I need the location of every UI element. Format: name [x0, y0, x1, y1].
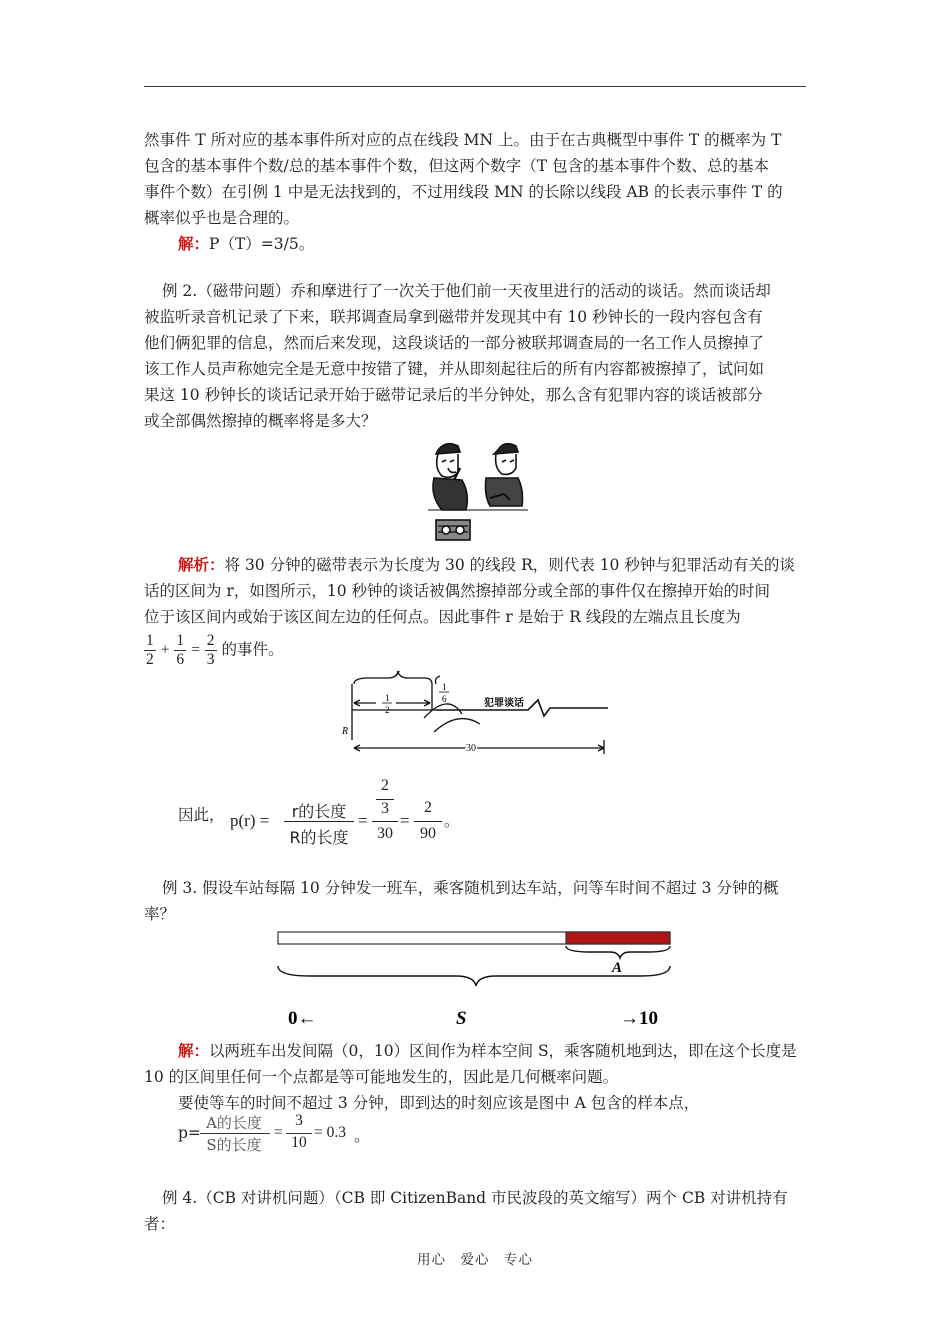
- inner-num: 2: [381, 777, 389, 794]
- numerator: 1: [176, 632, 185, 649]
- period: 。: [354, 1127, 370, 1145]
- tape-diagram: [338, 670, 618, 765]
- therefore-label: 因此，: [178, 806, 225, 824]
- text-line: 率？: [144, 905, 176, 923]
- denominator: 6: [176, 651, 185, 668]
- text-line: 例 2.（磁带问题）乔和摩进行了一次关于他们前一天夜里进行的活动的谈话。然而谈话却: [162, 282, 771, 300]
- period: 。: [444, 812, 460, 830]
- numerator: 2: [206, 632, 215, 649]
- text-line: 他们俩犯罪的信息，然而后来发现，这段谈话的一部分被联邦调查局的一名工作人员擦掉了: [144, 334, 765, 352]
- result-den: 90: [420, 825, 436, 842]
- analysis-line-1: [144, 552, 808, 578]
- r-length: r的长度: [291, 802, 347, 821]
- half-den: 2: [385, 705, 390, 715]
- solution-1: [144, 231, 808, 257]
- example-2: [144, 278, 808, 434]
- text-line: 概率似乎也是合理的。: [144, 209, 300, 227]
- solution-3: [144, 1038, 808, 1116]
- text-line: 然事件 T 所对应的基本事件所对应的点在线段 MN 上。由于在古典概型中事件 T 的概率为 T: [144, 131, 782, 149]
- numerator: 1: [146, 632, 154, 649]
- denominator: 2: [146, 651, 154, 668]
- sixth-num: 1: [442, 682, 447, 692]
- ten-arrow-label: →10: [620, 1008, 658, 1029]
- solution-label: 解：: [178, 1041, 210, 1060]
- fraction-half: [144, 632, 156, 669]
- text-line: 以两班车出发间隔（0，10）区间作为样本空间 S，乘客随机地到达，即在这个长度是: [209, 1042, 797, 1060]
- interrogation-illustration: [428, 438, 528, 548]
- text-line: 话的区间为 r，如图所示，10 秒钟的谈话被偶然擦掉部分或全部的事件仅在擦掉开始的时间: [144, 582, 770, 600]
- result-bar: [414, 821, 442, 822]
- A-length: A的长度: [206, 1114, 262, 1132]
- fraction-two-thirds: [205, 632, 217, 669]
- example-3: [144, 875, 808, 927]
- equals-sign: =: [400, 811, 410, 830]
- crime-talk-label: 犯罪谈话: [484, 698, 524, 709]
- outer-bar: [372, 821, 398, 822]
- text-line: 10 的区间里任何一个点都是等可能地发生的，因此是几何概率问题。: [144, 1068, 619, 1086]
- text-line: 或全部偶然擦掉的概率将是多大？: [144, 412, 377, 430]
- bus-interval-diagram: [270, 926, 690, 1032]
- S-label: S: [456, 1008, 467, 1029]
- example-4: [144, 1185, 808, 1237]
- A-label: A: [612, 960, 623, 976]
- result-num: 2: [424, 799, 432, 816]
- text-line: 果这 10 秒钟长的谈话记录开始于磁带记录后的半分钟处，那么含有犯罪内容的谈话被部分: [144, 386, 763, 404]
- solution-3-line-1: [144, 1038, 808, 1064]
- result: = 0.3: [314, 1124, 346, 1141]
- ten-den: 10: [291, 1134, 307, 1151]
- solution-label: 解：: [178, 234, 210, 253]
- denominator: 3: [206, 651, 215, 668]
- three-num: 3: [295, 1112, 303, 1129]
- r-label: r: [396, 670, 400, 679]
- analysis-label: 解析：: [178, 555, 225, 574]
- p-prefix: p=: [178, 1124, 201, 1142]
- text-line: 事件个数）在引例 1 中是无法找到的，不过用线段 MN 的长除以线段 AB 的长表示事件 T 的: [144, 183, 783, 201]
- text-line: 例 4.（CB 对讲机问题）（CB 即 CitizenBand 市民波段的英文缩写）两个 CB 对讲机持有者：: [144, 1189, 788, 1233]
- highlight-segment-A: [566, 932, 670, 944]
- outer-den: 30: [377, 825, 393, 842]
- text-line: 被监听录音机记录了下来，联邦调查局拿到磁带并发现其中有 10 秒钟长的一段内容包含有: [144, 308, 763, 326]
- zero-arrow-label: 0←: [288, 1008, 317, 1029]
- S-length: S的长度: [206, 1136, 262, 1154]
- inner-den: 3: [381, 800, 389, 817]
- plus-sign: +: [160, 641, 170, 659]
- R-label: R: [342, 726, 349, 737]
- text-line: 包含的基本事件个数/总的基本事件个数，但这两个数字（T 包含的基本事件个数、总的基本: [144, 157, 769, 175]
- p-r-lhs: p(r) =: [230, 811, 270, 830]
- R-length: R的长度: [289, 828, 349, 847]
- equals-sign: =: [358, 811, 368, 830]
- fraction-sixth: [174, 632, 186, 669]
- equals-sign: =: [191, 641, 200, 659]
- page-footer: 用心 爱心 专心: [417, 1252, 533, 1268]
- paragraph-continuation: [144, 127, 808, 231]
- text-line: 要使等车的时间不超过 3 分钟，即到达的时刻应该是图中 A 包含的样本点，: [178, 1094, 700, 1112]
- half-num: 1: [385, 693, 390, 703]
- text-line: 将 30 分钟的磁带表示为长度为 30 的线段 R，则代表 10 秒钟与犯罪活动有关的谈: [224, 556, 795, 574]
- fraction-bar: [284, 821, 354, 822]
- solution-text: P（T）=3/5。: [209, 235, 315, 253]
- text-line: 位于该区间内或始于该区间左边的任何点。因此事件 r 是始于 R 线段的左端点且长度为: [144, 608, 741, 626]
- equals-sign: =: [274, 1124, 283, 1141]
- header-rule: [144, 86, 806, 87]
- sixth-den: 6: [442, 694, 447, 704]
- analysis: [144, 552, 808, 669]
- fraction-expression: [144, 632, 808, 669]
- text-tail: 的事件。: [221, 640, 284, 659]
- text-line: 该工作人员声称她完全是无意中按错了键，并从即刻起往后的所有内容都被擦掉了，试问如: [144, 360, 765, 378]
- thirty-label: 30: [466, 743, 476, 754]
- text-line: 例 3. 假设车站每隔 10 分钟发一班车，乘客随机到达车站，问等车时间不超过 3 分钟的概: [162, 879, 779, 897]
